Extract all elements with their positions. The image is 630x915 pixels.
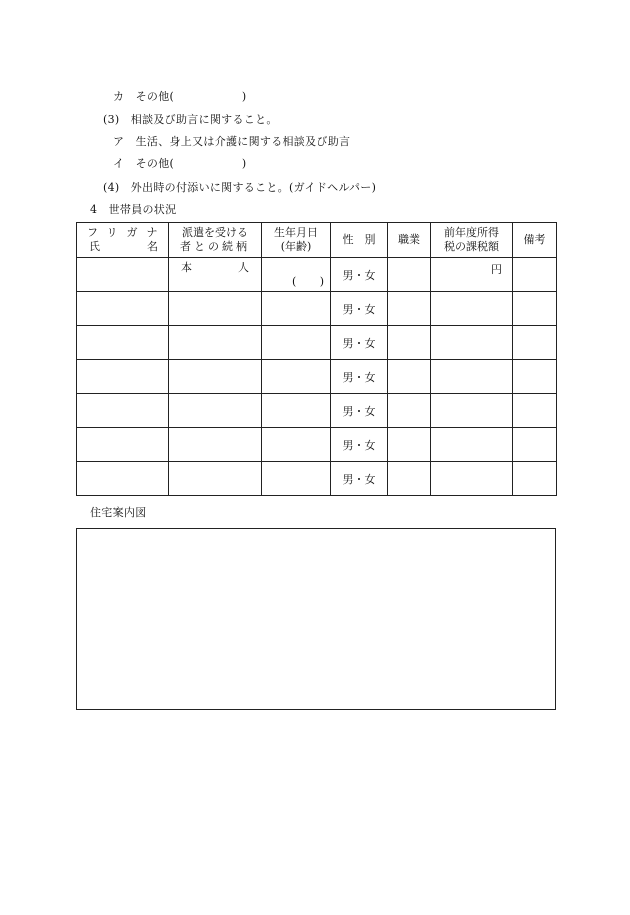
tax-cell[interactable] <box>431 326 513 360</box>
header-sex: 性 別 <box>331 223 388 258</box>
header-mei: 名 <box>147 240 158 253</box>
service-item-i: イ その他( ) <box>113 157 247 170</box>
table-header-row <box>77 223 557 258</box>
sex-cell[interactable]: 男・女 <box>331 258 388 292</box>
relation-cell[interactable] <box>169 428 262 462</box>
relation-cell[interactable] <box>169 394 262 428</box>
relation-cell[interactable] <box>169 462 262 496</box>
relation-hon: 本 <box>181 260 192 274</box>
header-relation <box>169 223 262 258</box>
tax-cell[interactable] <box>431 258 513 292</box>
occupation-cell[interactable] <box>388 258 431 292</box>
header-remarks: 備考 <box>513 223 557 258</box>
table-row <box>77 428 557 462</box>
header-shi: 氏 <box>89 240 100 253</box>
remarks-cell[interactable] <box>513 258 557 292</box>
sex-cell[interactable]: 男・女 <box>331 326 388 360</box>
sex-cell[interactable]: 男・女 <box>331 360 388 394</box>
sex-cell[interactable]: 男・女 <box>331 394 388 428</box>
occupation-cell[interactable] <box>388 326 431 360</box>
sex-cell[interactable]: 男・女 <box>331 462 388 496</box>
header-tax <box>431 223 513 258</box>
remarks-cell[interactable] <box>513 326 557 360</box>
table-row <box>77 360 557 394</box>
service-item-ka: カ その他( ) <box>113 90 247 103</box>
birthdate-cell[interactable] <box>262 360 331 394</box>
occupation-cell[interactable] <box>388 462 431 496</box>
name-cell[interactable] <box>77 326 169 360</box>
birthdate-cell[interactable] <box>262 258 331 292</box>
name-cell[interactable] <box>77 462 169 496</box>
tax-cell[interactable] <box>431 394 513 428</box>
relation-nin: 人 <box>238 260 249 274</box>
name-cell[interactable] <box>77 428 169 462</box>
service-item-a: ア 生活、身上又は介護に関する相談及び助言 <box>113 135 351 148</box>
birthdate-cell[interactable] <box>262 292 331 326</box>
header-tax-line2: 税の課税額 <box>444 240 499 253</box>
occupation-cell[interactable] <box>388 428 431 462</box>
age-parens <box>292 275 324 288</box>
table-row <box>77 292 557 326</box>
relation-cell[interactable] <box>169 258 262 292</box>
map-drawing-area[interactable] <box>76 528 556 710</box>
table-row <box>77 394 557 428</box>
header-birth-line1: 生年月日 <box>274 226 318 239</box>
table-row <box>77 462 557 496</box>
header-tax-line1: 前年度所得 <box>444 226 499 239</box>
service-item-3: (3) 相談及び助言に関すること。 <box>103 113 278 126</box>
remarks-cell[interactable] <box>513 292 557 326</box>
table-row <box>77 326 557 360</box>
remarks-cell[interactable] <box>513 360 557 394</box>
name-cell[interactable] <box>77 360 169 394</box>
occupation-cell[interactable] <box>388 394 431 428</box>
remarks-cell[interactable] <box>513 394 557 428</box>
paren-close: ) <box>319 275 324 288</box>
table-row-self <box>77 258 557 292</box>
relation-cell[interactable] <box>169 326 262 360</box>
header-birthdate <box>262 223 331 258</box>
header-birth-line2: (年齢) <box>280 240 312 253</box>
remarks-cell[interactable] <box>513 428 557 462</box>
birthdate-cell[interactable] <box>262 462 331 496</box>
header-name <box>77 223 169 258</box>
tax-cell[interactable] <box>431 360 513 394</box>
relation-cell[interactable] <box>169 360 262 394</box>
birthdate-cell[interactable] <box>262 394 331 428</box>
header-occupation: 職業 <box>388 223 431 258</box>
occupation-cell[interactable] <box>388 292 431 326</box>
birthdate-cell[interactable] <box>262 428 331 462</box>
section-heading-household: 4 世帯員の状況 <box>90 203 177 216</box>
occupation-cell[interactable] <box>388 360 431 394</box>
household-table <box>76 222 557 496</box>
tax-cell[interactable] <box>431 462 513 496</box>
paren-open: ( <box>292 275 297 288</box>
map-title: 住宅案内図 <box>90 506 147 519</box>
header-relation-line2: 者との続柄 <box>180 240 250 253</box>
yen-unit: 円 <box>491 263 502 276</box>
sex-cell[interactable]: 男・女 <box>331 428 388 462</box>
remarks-cell[interactable] <box>513 462 557 496</box>
header-shimei <box>77 240 168 254</box>
tax-cell[interactable] <box>431 292 513 326</box>
sex-cell[interactable]: 男・女 <box>331 292 388 326</box>
relation-self <box>169 259 261 275</box>
name-cell[interactable] <box>77 292 169 326</box>
birthdate-cell[interactable] <box>262 326 331 360</box>
header-relation-line1: 派遣を受ける <box>182 226 248 239</box>
name-cell[interactable] <box>77 394 169 428</box>
relation-cell[interactable] <box>169 292 262 326</box>
header-furigana: フリガナ <box>87 226 167 239</box>
tax-cell[interactable] <box>431 428 513 462</box>
service-item-4: (4) 外出時の付添いに関すること。(ガイドヘルパー) <box>103 181 377 194</box>
name-cell[interactable] <box>77 258 169 292</box>
